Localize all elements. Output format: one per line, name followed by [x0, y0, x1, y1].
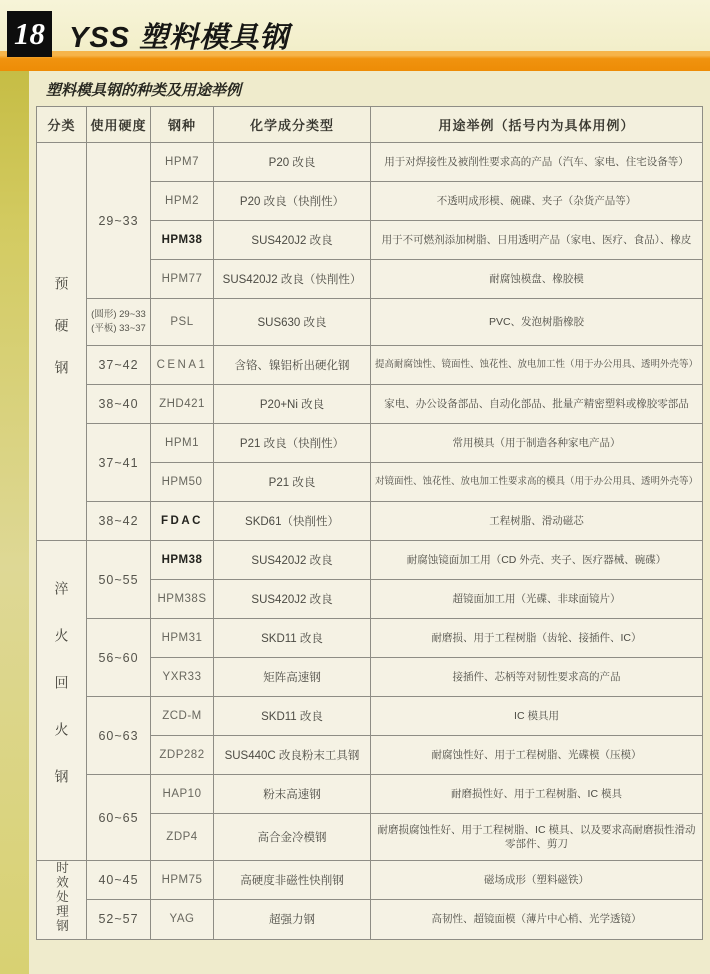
composition-cell: P20+Ni 改良 — [214, 385, 371, 424]
usage-cell: 超镜面加工用（光碟、非球面镜片） — [371, 580, 703, 619]
category-label: 淬火回火钢 — [53, 580, 70, 816]
usage-cell: 高韧性、超镜面模（薄片中心梢、光学透镜） — [371, 900, 703, 939]
hardness-cell: 40~45 — [87, 861, 151, 900]
composition-cell: SUS420J2 改良 — [214, 580, 371, 619]
grade-cell: HPM50 — [151, 463, 214, 502]
usage-cell: IC 模具用 — [371, 697, 703, 736]
composition-cell: SUS420J2 改良 — [214, 541, 371, 580]
composition-cell: 含铬、镍铝析出硬化钢 — [214, 346, 371, 385]
grade-cell: YAG — [151, 900, 214, 939]
table-row — [37, 424, 703, 463]
usage-cell: 磁场成形（塑料磁铁） — [371, 861, 703, 900]
composition-cell: SUS630 改良 — [214, 299, 371, 346]
usage-cell: 常用模具（用于制造各种家电产品） — [371, 424, 703, 463]
hardness-cell: 60~63 — [87, 697, 151, 775]
composition-cell: SUS420J2 改良 — [214, 221, 371, 260]
hardness-cell — [87, 299, 151, 346]
grade-cell: HPM2 — [151, 182, 214, 221]
usage-cell: 对镜面性、蚀花性、放电加工性要求高的模具（用于办公用具、透明外壳等） — [371, 463, 703, 502]
usage-cell: 耐磨损腐蚀性好、用于工程树脂、IC 模具、以及要求高耐磨损性滑动零部件、剪刀 — [371, 814, 703, 861]
category-cell — [37, 143, 87, 541]
hardness-cell: 38~42 — [87, 502, 151, 541]
table-row — [37, 346, 703, 385]
category-cell — [37, 541, 87, 861]
column-header-usage: 用途举例（括号内为具体用例） — [371, 107, 703, 143]
composition-cell: SKD61（快削性） — [214, 502, 371, 541]
hardness-cell: 29~33 — [87, 143, 151, 299]
composition-cell: P21 改良（快削性） — [214, 424, 371, 463]
usage-cell: 不透明成形模、碗碟、夹子（杂货产品等） — [371, 182, 703, 221]
hardness-cell: 37~41 — [87, 424, 151, 502]
usage-cell: 用于对焊接性及被削性要求高的产品（汽车、家电、住宅设备等） — [371, 143, 703, 182]
usage-cell: 耐磨损、用于工程树脂（齿轮、接插件、IC） — [371, 619, 703, 658]
table-row — [37, 385, 703, 424]
table-row — [37, 299, 703, 346]
hardness-line-flat: (平板) 33~37 — [91, 323, 146, 334]
composition-cell: SKD11 改良 — [214, 619, 371, 658]
grade-cell: ZDP282 — [151, 736, 214, 775]
hardness-cell: 56~60 — [87, 619, 151, 697]
table-row — [37, 502, 703, 541]
table-row — [37, 697, 703, 736]
composition-cell: 超强力钢 — [214, 900, 371, 939]
hardness-cell: 38~40 — [87, 385, 151, 424]
column-header-hardness: 使用硬度 — [87, 107, 151, 143]
grade-cell: HPM1 — [151, 424, 214, 463]
hardness-cell: 50~55 — [87, 541, 151, 619]
usage-cell: 提高耐腐蚀性、镜面性、蚀花性、放电加工性（用于办公用具、透明外壳等） — [371, 346, 703, 385]
grade-cell: ZHD421 — [151, 385, 214, 424]
grade-cell: PSL — [151, 299, 214, 346]
usage-cell: 用于不可燃剂添加树脂、日用透明产品（家电、医疗、食品）、橡皮 — [371, 221, 703, 260]
usage-cell: 家电、办公设备部品、自动化部品、批量产精密塑料或橡胶零部品 — [371, 385, 703, 424]
grade-cell: FDAC — [151, 502, 214, 541]
category-cell — [37, 861, 87, 940]
composition-cell: 矩阵高速钢 — [214, 658, 371, 697]
column-header-grade: 钢种 — [151, 107, 214, 143]
composition-cell: P21 改良 — [214, 463, 371, 502]
column-header-category: 分类 — [37, 107, 87, 143]
usage-cell: 工程树脂、滑动磁芯 — [371, 502, 703, 541]
grade-cell: YXR33 — [151, 658, 214, 697]
table-row — [37, 143, 703, 182]
grade-cell: HPM38 — [151, 541, 214, 580]
grade-cell: ZDP4 — [151, 814, 214, 861]
grade-cell: HPM31 — [151, 619, 214, 658]
table-row — [37, 541, 703, 580]
grade-cell: HPM38S — [151, 580, 214, 619]
hardness-cell: 52~57 — [87, 900, 151, 939]
usage-cell: 耐磨损性好、用于工程树脂、IC 模具 — [371, 775, 703, 814]
composition-cell: P20 改良 — [214, 143, 371, 182]
table-row — [37, 900, 703, 939]
page-number: 18 — [14, 16, 45, 51]
section-subtitle: 塑料模具钢的种类及用途举例 — [46, 82, 242, 99]
hardness-cell: 60~65 — [87, 775, 151, 861]
usage-cell: PVC、发泡树脂橡胶 — [371, 299, 703, 346]
usage-cell: 耐腐蚀性好、用于工程树脂、光碟模（压模） — [371, 736, 703, 775]
table-header-row — [37, 107, 703, 143]
hardness-line-round: (圆形) 29~33 — [91, 308, 146, 320]
category-label: 时效处理钢 — [54, 861, 69, 934]
grade-cell: HAP10 — [151, 775, 214, 814]
hardness-cell: 37~42 — [87, 346, 151, 385]
category-label: 预硬钢 — [53, 276, 70, 402]
page-title: YSS 塑料模具钢 — [69, 22, 290, 54]
composition-cell: 粉末高速钢 — [214, 775, 371, 814]
usage-cell: 接插件、芯柄等对韧性要求高的产品 — [371, 658, 703, 697]
composition-cell: SUS420J2 改良（快削性） — [214, 260, 371, 299]
table-row — [37, 861, 703, 900]
usage-cell: 耐腐蚀模盘、橡胶模 — [371, 260, 703, 299]
steel-grades-table — [36, 106, 703, 940]
composition-cell: P20 改良（快削性） — [214, 182, 371, 221]
grade-cell: HPM77 — [151, 260, 214, 299]
composition-cell: 高合金冷模钢 — [214, 814, 371, 861]
composition-cell: SUS440C 改良粉末工具钢 — [214, 736, 371, 775]
table-row — [37, 775, 703, 814]
page-number-box — [7, 11, 52, 57]
table-row — [37, 619, 703, 658]
composition-cell: 高硬度非磁性快削钢 — [214, 861, 371, 900]
grade-cell: HPM7 — [151, 143, 214, 182]
grade-cell: HPM38 — [151, 221, 214, 260]
usage-cell: 耐腐蚀镜面加工用（CD 外壳、夹子、医疗器械、碗碟） — [371, 541, 703, 580]
grade-cell: HPM75 — [151, 861, 214, 900]
column-header-composition: 化学成分类型 — [214, 107, 371, 143]
composition-cell: SKD11 改良 — [214, 697, 371, 736]
grade-cell: CENA1 — [151, 346, 214, 385]
grade-cell: ZCD-M — [151, 697, 214, 736]
left-edge-strip — [0, 71, 29, 974]
